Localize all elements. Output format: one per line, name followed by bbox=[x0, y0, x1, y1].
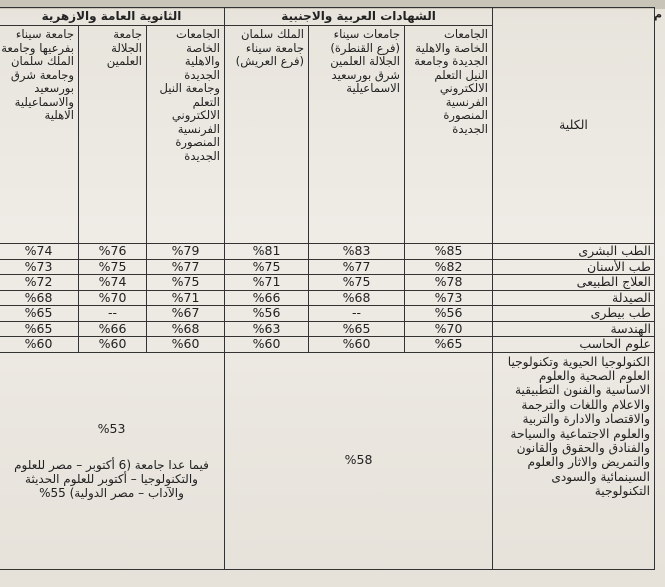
percentage-cell: %82 bbox=[405, 259, 493, 275]
table-row bbox=[0, 290, 655, 306]
percentage-cell: %60 bbox=[0, 337, 79, 353]
percentage-cell: %85 bbox=[405, 244, 493, 260]
percentage-cell: %75 bbox=[309, 275, 405, 291]
percentage-cell: %65 bbox=[405, 337, 493, 353]
table-row bbox=[0, 337, 655, 353]
column-header: جامعات سيناء (فرع القنطرة) الجلالة العلمين شرق بورسعيد الاسماعيلية bbox=[309, 26, 405, 244]
group-header-row bbox=[0, 8, 655, 26]
college-name: طب الأسنان bbox=[493, 259, 655, 275]
column-header: الملك سلمان جامعة سيناء (فرع العريش) bbox=[225, 26, 309, 244]
percentage-cell: %71 bbox=[147, 290, 225, 306]
percentage-cell: %68 bbox=[147, 321, 225, 337]
percentage-cell: %60 bbox=[309, 337, 405, 353]
table-row bbox=[0, 275, 655, 291]
percentage-cell: %68 bbox=[0, 290, 79, 306]
last-row bbox=[0, 352, 655, 569]
percentage-cell: %73 bbox=[0, 259, 79, 275]
percentage-cell: %72 bbox=[0, 275, 79, 291]
group-header-general: الثانوية العامة والازهرية bbox=[0, 8, 225, 26]
percentage-cell: %77 bbox=[309, 259, 405, 275]
college-column-header: الكلية bbox=[493, 8, 655, 244]
table-row bbox=[0, 321, 655, 337]
group-header-arab: الشهادات العربية والاجنبية bbox=[225, 8, 493, 26]
percentage-cell: %75 bbox=[79, 259, 147, 275]
percentage-cell: %81 bbox=[225, 244, 309, 260]
general-note: فيما عدا جامعة (6 أكتوبر – مصر للعلوم والتكنولوجيا – أكتوبر للعلوم الحديثة والآداب – مصر الدولية) 55% bbox=[14, 457, 209, 500]
percentage-cell: %68 bbox=[309, 290, 405, 306]
college-name: العلاج الطبيعى bbox=[493, 275, 655, 291]
college-name: الصيدلة bbox=[493, 290, 655, 306]
general-combined-cell bbox=[0, 352, 225, 569]
percentage-cell: %78 bbox=[405, 275, 493, 291]
college-name: علوم الحاسب bbox=[493, 337, 655, 353]
percentage-cell: %63 bbox=[225, 321, 309, 337]
percentage-cell: %70 bbox=[405, 321, 493, 337]
percentage-cell: %74 bbox=[0, 244, 79, 260]
percentage-cell: %60 bbox=[225, 337, 309, 353]
percentage-cell: %77 bbox=[147, 259, 225, 275]
percentage-cell: %71 bbox=[225, 275, 309, 291]
table-row bbox=[0, 306, 655, 322]
table-row bbox=[0, 259, 655, 275]
column-header: الجامعات الخاصة والاهلية الجديدة وجامعة النيل التعلم الالكتروني الفرنسية المنصورة الجديدة bbox=[147, 26, 225, 244]
column-header: جامعة سيناء بفرعيها وجامعة الملك سلمان وجامعة شرق بورسعيد والاسماعيلية الاهلية bbox=[0, 26, 79, 244]
column-header: جامعة الجلالة العلمين bbox=[79, 26, 147, 244]
percentage-cell: %66 bbox=[79, 321, 147, 337]
percentage-cell: %66 bbox=[225, 290, 309, 306]
table-body bbox=[0, 244, 655, 353]
percentage-cell: %73 bbox=[405, 290, 493, 306]
corner-mark: م bbox=[653, 8, 662, 21]
college-name: طب بيطرى bbox=[493, 306, 655, 322]
percentage-cell: %76 bbox=[79, 244, 147, 260]
percentage-cell: %56 bbox=[405, 306, 493, 322]
percentage-cell: %65 bbox=[0, 321, 79, 337]
college-name: الهندسة bbox=[493, 321, 655, 337]
percentage-cell: %74 bbox=[79, 275, 147, 291]
table-row bbox=[0, 244, 655, 260]
general-combined-value: %53 bbox=[97, 420, 126, 436]
percentage-cell: %67 bbox=[147, 306, 225, 322]
college-list-cell: الكنولوجيا الحيوية وتكنولوجيا العلوم الصحية والعلوم الاساسية والفنون التطبيقية والاعلام واللغات والترجمة والاقتصاد والادارة والتربية والعلوم الاجتماعية والسياحة والفنادق والحقوق والقانون والتمريض والاثار والعلوم السينمائية والسودى التكنولوجية bbox=[493, 352, 655, 569]
arab-combined-value: %58 bbox=[225, 352, 493, 569]
percentage-cell: %60 bbox=[147, 337, 225, 353]
column-header: الجامعات الخاصة والاهلية الجديدة وجامعة النيل التعلم الالكتروني الفرنسية المنصورة الجديدة bbox=[405, 26, 493, 244]
percentage-cell: %56 bbox=[225, 306, 309, 322]
percentage-cell: %60 bbox=[79, 337, 147, 353]
admission-table bbox=[0, 7, 655, 570]
percentage-cell: -- bbox=[79, 306, 147, 322]
percentage-cell: %75 bbox=[147, 275, 225, 291]
college-name: الطب البشرى bbox=[493, 244, 655, 260]
percentage-cell: %70 bbox=[79, 290, 147, 306]
percentage-cell: %75 bbox=[225, 259, 309, 275]
percentage-cell: %83 bbox=[309, 244, 405, 260]
percentage-cell: %79 bbox=[147, 244, 225, 260]
percentage-cell: -- bbox=[309, 306, 405, 322]
percentage-cell: %65 bbox=[309, 321, 405, 337]
percentage-cell: %65 bbox=[0, 306, 79, 322]
